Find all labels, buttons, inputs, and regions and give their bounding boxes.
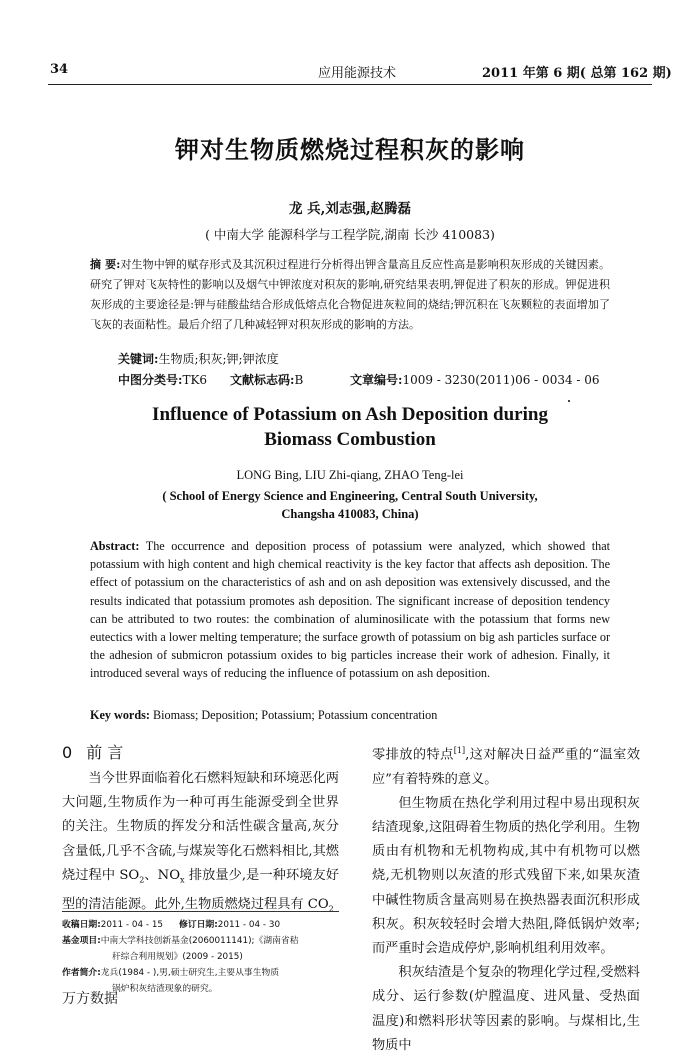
footnote-dates xyxy=(62,917,342,933)
speck xyxy=(568,400,570,402)
author-bio-text: 龙兵(1984 - ),男,硕士研究生,主要从事生物质 xyxy=(100,968,280,978)
affiliation-cn: ( 中南大学 能源科学与工程学院,湖南 长沙 410083) xyxy=(205,227,495,242)
authors-en: LONG Bing, LIU Zhi-qiang, ZHAO Teng-lei xyxy=(236,468,464,482)
classification-row xyxy=(118,371,638,388)
abstract-cn-text: 对生物中钾的赋存形式及其沉积过程进行分析得出钾含量高且反应性高是影响积灰形成的关键因素。研究了钾对飞灰特性的影响以及烟气中钾浓度对积灰的影响,研究结果表明,钾促进了积灰的形成。钾促进积灰形成的主要途径是:钾与硅酸盐结合形成低熔点化合物促进灰粒间的烧结;钾沉积在飞灰颗粒的表面增加了飞灰的表面粘性。最后介绍了几种减轻钾对积灰形成的影响的方法。 xyxy=(90,258,610,331)
clc-label: 中图分类号: xyxy=(118,373,183,387)
paper-title-en-line1: Influence of Potassium on Ash Deposition during xyxy=(152,404,548,425)
received-date: 2011 - 04 - 15 xyxy=(100,920,164,930)
footnote-fund xyxy=(62,933,342,949)
footnote-rule xyxy=(62,911,339,912)
keywords-en xyxy=(90,708,437,723)
section-heading xyxy=(62,740,123,763)
section-number: 0 xyxy=(62,743,73,762)
revised-date: 2011 - 04 - 30 xyxy=(217,920,281,930)
body-paragraph xyxy=(62,767,339,922)
keywords-cn-label: 关键词: xyxy=(118,352,159,366)
section-title: 前 言 xyxy=(86,743,124,762)
fund-label: 基金项目: xyxy=(62,936,101,946)
page-number: 34 xyxy=(50,62,69,77)
citation-ref: [1] xyxy=(453,746,466,755)
affiliation-en-line2: Changsha 410083, China) xyxy=(281,507,419,521)
header-rule xyxy=(48,84,652,85)
subscript: x xyxy=(180,875,185,885)
body-text: 零排放的特点 xyxy=(372,747,454,763)
body-text: ,这对解决日益严重的“温室效应”有着特殊的意义。 xyxy=(372,747,641,787)
body-text: 排放量少,是一种环境友好型的清洁能源。此外,生物质燃烧过程具有 CO xyxy=(62,867,339,912)
abstract-cn-label: 摘 要: xyxy=(90,258,121,271)
keywords-en-text: Biomass; Deposition; Potassium; Potassium concentration xyxy=(152,708,438,722)
authors-cn: 龙 兵,刘志强,赵腾磊 xyxy=(288,201,412,217)
fund-text: 中南大学科技创新基金(2060011141);《湖南省秸 xyxy=(100,936,299,946)
subscript: 2 xyxy=(139,875,145,885)
footnote-fund-cont: 秆综合利用规划》(2009 - 2015) xyxy=(112,952,243,962)
paper-title-cn: 钾对生物质燃烧过程积灰的影响 xyxy=(175,135,525,164)
abstract-en xyxy=(90,537,610,683)
footnotes xyxy=(62,917,342,997)
author-bio-label: 作者简介: xyxy=(62,968,101,978)
body-paragraph: 但生物质在热化学利用过程中易出现积灰结渣现象,这阻碍着生物质的热化学利用。生物质由有机物和无机物构成,其中有机物可以燃烧,无机物则以灰渣的形式残留下来,如果灰渣中碱性物质含量高则易在换热器表面沉积形成积灰。积灰较轻时会增大热阻,降低锅炉效率;而严重时会造成停炉,影响机组利用效率。 xyxy=(372,795,640,957)
abstract-en-label: Abstract: xyxy=(90,539,140,553)
doc-code-value: B xyxy=(294,373,304,387)
keywords-cn xyxy=(118,350,279,367)
keywords-en-label: Key words: xyxy=(90,708,150,722)
doc-code-label: 文献标志码: xyxy=(230,373,295,387)
paper-title-en xyxy=(0,402,700,452)
article-no-label: 文章编号: xyxy=(350,373,403,387)
paper-title-en-line2: Biomass Combustion xyxy=(264,429,436,450)
affiliation-en xyxy=(0,487,700,523)
keywords-cn-text: 生物质;积灰;钾;钾浓度 xyxy=(158,352,279,366)
revised-label: 修订日期: xyxy=(179,920,218,930)
affiliation-en-line1: ( School of Energy Science and Engineering, Central South University, xyxy=(162,489,538,503)
body-text: 、NO xyxy=(144,867,181,883)
body-text: 当今世界面临着化石燃料短缺和环境恶化两大问题,生物质作为一种可再生能源受到全世界的关注。生物质的挥发分和活性碳含量高,灰分含量低,几乎不含硫,与煤炭等化石燃料相比,其燃烧过程中 SO xyxy=(62,771,339,883)
issue-info: 2011 年第 6 期( 总第 162 期) xyxy=(482,66,672,81)
abstract-en-text: The occurrence and deposition process of potassium were analyzed, which showed that potassium with high content and high chemical reactivity is the key factor that affects ash deposition. The effect of potassium on the characteristics of ash and on ash deposition was extensively discussed, and the results indicated that potassium promotes ash deposition. The significant increase of deposition tendency can be attributed to two routes: the combination of aluminosilicate with the potassium that forms new eutectics with a lower melting temperature; the surface growth of potassium on big ash particles surface or the adhesion of submicron potassium oxides to big particles increase their work of adhesion. Finally, it introduced several ways of reducing the influence of potassium on ash deposition. xyxy=(90,539,610,681)
clc-value: TK6 xyxy=(182,373,208,387)
body-paragraph: 积灰结渣是个复杂的物理化学过程,受燃料成分、运行参数(炉膛温度、进风量、受热面温度)和燃料形状等因素的影响。与煤相比,生物质中 xyxy=(372,965,640,1053)
received-label: 收稿日期: xyxy=(62,920,101,930)
body-paragraph xyxy=(372,739,640,792)
subscript: 2 xyxy=(328,904,334,914)
body-column-left xyxy=(62,767,339,922)
body-column-right xyxy=(372,739,640,1058)
article-no-value: 1009 - 3230(2011)06 - 0034 - 06 xyxy=(402,373,600,387)
watermark: 万方数据 xyxy=(62,991,118,1007)
journal-name: 应用能源技术 xyxy=(318,66,397,81)
footnote-author-cont: 锅炉积灰结渣现象的研究。 xyxy=(112,984,218,994)
abstract-cn xyxy=(90,255,610,335)
footnote-author xyxy=(62,965,342,981)
